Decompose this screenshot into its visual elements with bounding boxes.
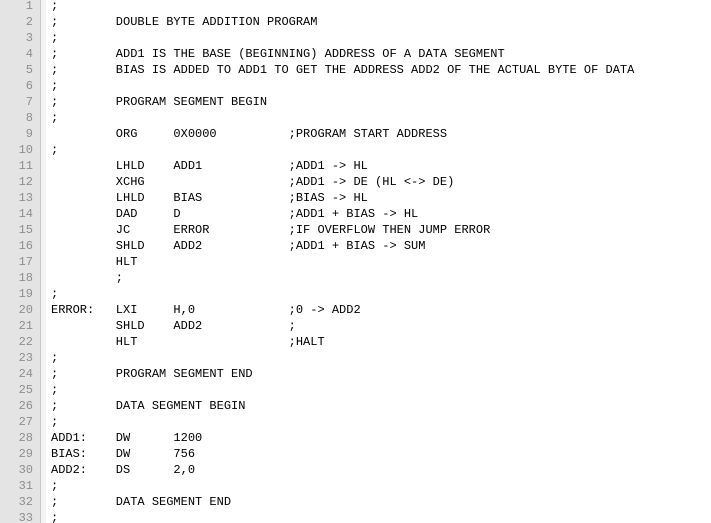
code-text[interactable]: ERROR: LXI H,0 ;0 -> ADD2 [51, 303, 361, 317]
line-number: 29 [18, 447, 33, 461]
code-text[interactable]: ; [51, 415, 59, 429]
code-line[interactable] [0, 222, 711, 238]
line-number: 25 [18, 383, 33, 397]
code-line[interactable] [0, 350, 711, 366]
code-line[interactable] [0, 174, 711, 190]
line-number: 32 [18, 495, 33, 509]
line-number: 28 [18, 431, 33, 445]
code-text[interactable]: ; [51, 511, 59, 523]
line-number: 7 [25, 95, 33, 109]
code-text[interactable]: ; [51, 0, 59, 13]
code-line[interactable] [0, 238, 711, 254]
code-text[interactable]: ; [51, 31, 59, 45]
code-text[interactable]: ADD1: DW 1200 [51, 431, 203, 445]
code-text[interactable]: ; BIAS IS ADDED TO ADD1 TO GET THE ADDRESS ADD2 OF THE ACTUAL BYTE OF DATA [51, 63, 635, 77]
code-line[interactable] [0, 334, 711, 350]
code-text[interactable]: ; [51, 287, 59, 301]
line-number: 8 [25, 111, 33, 125]
code-line[interactable] [0, 142, 711, 158]
code-text[interactable]: ; [51, 383, 59, 397]
line-number: 17 [18, 255, 33, 269]
code-line[interactable] [0, 430, 711, 446]
line-number: 27 [18, 415, 33, 429]
code-text[interactable]: ; PROGRAM SEGMENT END [51, 367, 253, 381]
code-line[interactable] [0, 158, 711, 174]
code-line[interactable] [0, 366, 711, 382]
code-text[interactable]: ; [51, 143, 59, 157]
code-text[interactable]: ; DATA SEGMENT BEGIN [51, 399, 246, 413]
code-line[interactable] [0, 270, 711, 286]
code-line[interactable] [0, 190, 711, 206]
code-text[interactable]: ; [51, 271, 124, 285]
line-number: 12 [18, 175, 33, 189]
code-text[interactable]: ; [51, 111, 59, 125]
code-text[interactable]: ; [51, 479, 59, 493]
line-number: 31 [18, 479, 33, 493]
code-line[interactable] [0, 398, 711, 414]
line-number: 1 [25, 0, 33, 13]
code-line[interactable] [0, 110, 711, 126]
line-number: 9 [25, 127, 33, 141]
code-line[interactable] [0, 14, 711, 30]
code-text[interactable]: ; [51, 351, 59, 365]
line-number: 18 [18, 271, 33, 285]
code-line[interactable] [0, 446, 711, 462]
code-line[interactable] [0, 510, 711, 523]
line-number: 22 [18, 335, 33, 349]
line-number: 21 [18, 319, 33, 333]
code-text[interactable]: ; PROGRAM SEGMENT BEGIN [51, 95, 268, 109]
line-number: 20 [18, 303, 33, 317]
line-number: 2 [25, 15, 33, 29]
line-number: 5 [25, 63, 33, 77]
code-text[interactable]: ADD2: DS 2,0 [51, 463, 196, 477]
code-line[interactable] [0, 126, 711, 142]
line-number: 19 [18, 287, 33, 301]
code-text[interactable]: DAD D ;ADD1 + BIAS -> HL [51, 207, 419, 221]
code-line[interactable] [0, 78, 711, 94]
code-line[interactable] [0, 478, 711, 494]
code-line[interactable] [0, 382, 711, 398]
code-text[interactable]: HLT ;HALT [51, 335, 325, 349]
line-number: 3 [25, 31, 33, 45]
line-number: 14 [18, 207, 33, 221]
line-number: 30 [18, 463, 33, 477]
code-text[interactable]: HLT [51, 255, 138, 269]
line-number: 13 [18, 191, 33, 205]
code-line[interactable] [0, 462, 711, 478]
code-text[interactable]: ; ADD1 IS THE BASE (BEGINNING) ADDRESS OF A DATA SEGMENT [51, 47, 505, 61]
code-line[interactable] [0, 94, 711, 110]
line-number: 26 [18, 399, 33, 413]
line-number: 15 [18, 223, 33, 237]
code-text[interactable]: ; [51, 79, 59, 93]
line-number: 6 [25, 79, 33, 93]
code-line[interactable] [0, 0, 711, 14]
code-line[interactable] [0, 46, 711, 62]
code-text[interactable]: LHLD ADD1 ;ADD1 -> HL [51, 159, 368, 173]
code-text[interactable]: XCHG ;ADD1 -> DE (HL <-> DE) [51, 175, 455, 189]
line-number: 4 [25, 47, 33, 61]
code-text[interactable]: JC ERROR ;IF OVERFLOW THEN JUMP ERROR [51, 223, 491, 237]
code-line[interactable] [0, 206, 711, 222]
line-number: 16 [18, 239, 33, 253]
code-text[interactable]: SHLD ADD2 ; [51, 319, 296, 333]
code-line[interactable] [0, 318, 711, 334]
code-line[interactable] [0, 414, 711, 430]
code-line[interactable] [0, 302, 711, 318]
code-line[interactable] [0, 254, 711, 270]
code-text[interactable]: LHLD BIAS ;BIAS -> HL [51, 191, 368, 205]
code-line[interactable] [0, 286, 711, 302]
code-text[interactable]: ; DATA SEGMENT END [51, 495, 232, 509]
code-line[interactable] [0, 494, 711, 510]
code-text[interactable]: ; DOUBLE BYTE ADDITION PROGRAM [51, 15, 318, 29]
line-number: 23 [18, 351, 33, 365]
line-number: 24 [18, 367, 33, 381]
code-line[interactable] [0, 62, 711, 78]
code-text[interactable]: ORG 0X0000 ;PROGRAM START ADDRESS [51, 127, 448, 141]
code-line[interactable] [0, 30, 711, 46]
code-text[interactable]: SHLD ADD2 ;ADD1 + BIAS -> SUM [51, 239, 426, 253]
line-number: 10 [18, 143, 33, 157]
line-number: 11 [18, 159, 33, 173]
line-number: 33 [18, 511, 33, 523]
code-text[interactable]: BIAS: DW 756 [51, 447, 196, 461]
